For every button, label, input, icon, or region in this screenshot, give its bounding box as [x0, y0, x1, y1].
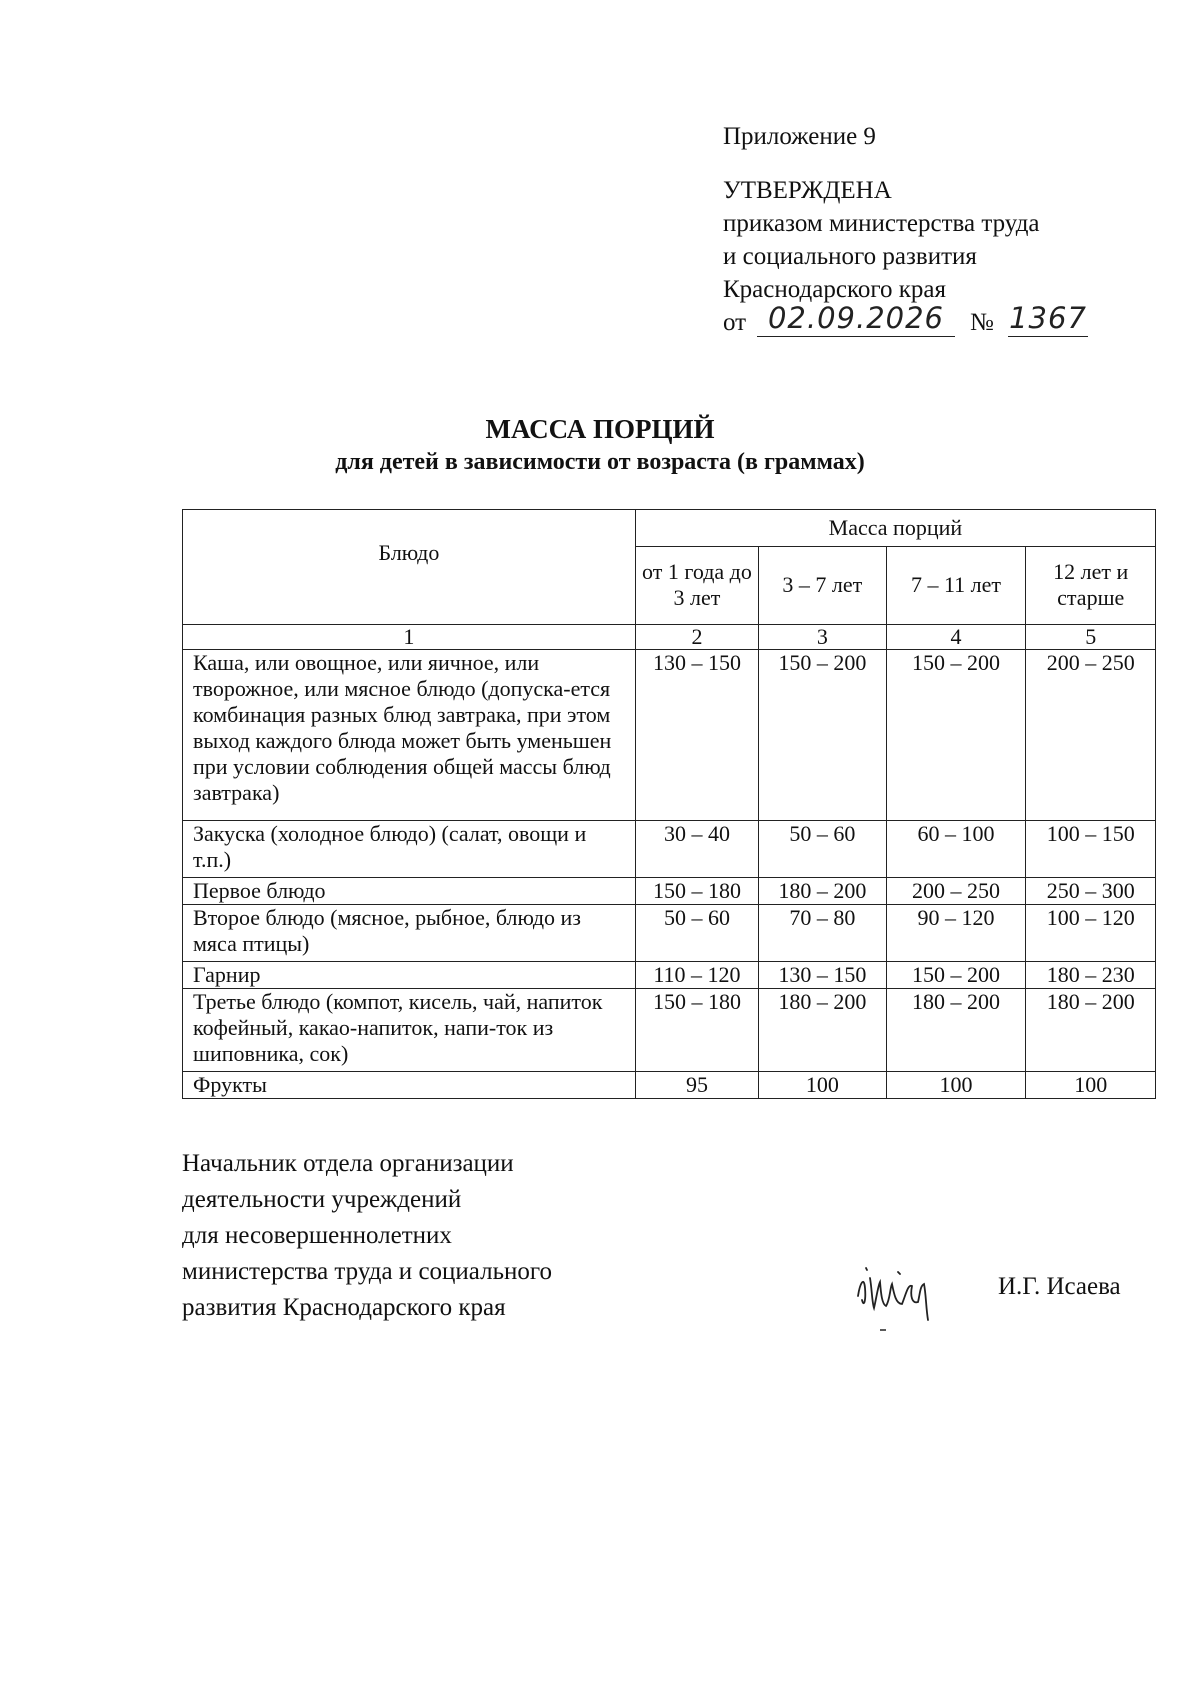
portion-value: 100	[759, 1072, 886, 1099]
approved-label: УТВЕРЖДЕНА	[723, 177, 892, 204]
column-index: 4	[886, 625, 1026, 650]
table-header-row	[183, 510, 1156, 547]
portion-value: 180 – 200	[886, 989, 1026, 1072]
position-line: деятельности учреждений	[182, 1186, 462, 1213]
order-line-3: Краснодарского края	[723, 276, 946, 303]
portion-value: 100	[886, 1072, 1026, 1099]
dish-name: Фрукты	[183, 1072, 636, 1099]
signer-name: И.Г. Исаева	[998, 1273, 1121, 1300]
handwritten-signature	[850, 1238, 960, 1338]
portion-value: 150 – 200	[886, 962, 1026, 989]
portion-value: 50 – 60	[635, 905, 758, 962]
portion-value: 180 – 230	[1026, 962, 1156, 989]
age-column-3-7: 3 – 7 лет	[759, 546, 886, 624]
table-row	[183, 650, 1156, 821]
column-index: 3	[759, 625, 886, 650]
portion-value: 150 – 200	[759, 650, 886, 821]
dish-name: Второе блюдо (мясное, рыбное, блюдо из мяса птицы)	[183, 905, 636, 962]
table-row	[183, 1072, 1156, 1099]
dish-name: Каша, или овощное, или яичное, или творожное, или мясное блюдо (допуска-ется комбинация разных блюд завтрака, при этом выход каждого блюда может быть уменьшен при условии соблюдения общей массы блюд завтрака)	[183, 650, 636, 821]
portion-value: 30 – 40	[635, 821, 758, 878]
column-index: 1	[183, 625, 636, 650]
column-index: 5	[1026, 625, 1156, 650]
document-title: МАССА ПОРЦИЙ	[485, 414, 715, 444]
approval-header	[723, 120, 1143, 339]
dish-name: Закуска (холодное блюдо) (салат, овощи и т.п.)	[183, 821, 636, 878]
position-line: для несовершеннолетних	[182, 1222, 452, 1249]
order-line-1: приказом министерства труда	[723, 210, 1040, 237]
position-line: развития Краснодарского края	[182, 1294, 506, 1321]
portion-value: 100	[1026, 1072, 1156, 1099]
table-row	[183, 905, 1156, 962]
dish-column-header: Блюдо	[183, 510, 636, 625]
portion-value: 90 – 120	[886, 905, 1026, 962]
table-row	[183, 821, 1156, 878]
portion-value: 180 – 200	[1026, 989, 1156, 1072]
order-date-handwritten: 02.09.2026	[757, 300, 955, 337]
appendix-label: Приложение 9	[723, 123, 876, 150]
position-line: министерства труда и социального	[182, 1258, 552, 1285]
portion-value: 130 – 150	[759, 962, 886, 989]
portion-value: 150 – 200	[886, 650, 1026, 821]
dish-name: Третье блюдо (компот, кисель, чай, напиток кофейный, какао-напиток, напи-ток из шиповника, сок)	[183, 989, 636, 1072]
age-column-12-plus: 12 лет и старше	[1026, 546, 1156, 624]
table-row	[183, 878, 1156, 905]
order-number-handwritten: 1367	[1009, 301, 1087, 335]
order-date-prefix: от	[723, 309, 747, 336]
portion-value: 60 – 100	[886, 821, 1026, 878]
position-line: Начальник отдела организации	[182, 1150, 514, 1177]
portion-value: 95	[635, 1072, 758, 1099]
order-number-prefix: №	[970, 309, 994, 336]
age-column-1-3: от 1 года до 3 лет	[635, 546, 758, 624]
portion-value: 180 – 200	[759, 878, 886, 905]
dish-name: Первое блюдо	[183, 878, 636, 905]
portion-value: 100 – 150	[1026, 821, 1156, 878]
portion-value: 100 – 120	[1026, 905, 1156, 962]
portion-value: 200 – 250	[1026, 650, 1156, 821]
portion-value: 70 – 80	[759, 905, 886, 962]
order-date-number	[723, 301, 1143, 339]
age-column-7-11: 7 – 11 лет	[886, 546, 1026, 624]
table-row	[183, 989, 1156, 1072]
portions-table	[182, 509, 1156, 1099]
portion-value: 180 – 200	[759, 989, 886, 1072]
document-subtitle: для детей в зависимости от возраста (в граммах)	[335, 449, 865, 475]
portion-value: 200 – 250	[886, 878, 1026, 905]
table-row	[183, 962, 1156, 989]
portion-value: 110 – 120	[635, 962, 758, 989]
dish-name: Гарнир	[183, 962, 636, 989]
order-line-2: и социального развития	[723, 243, 977, 270]
portion-value: 250 – 300	[1026, 878, 1156, 905]
signatory-position	[182, 1146, 552, 1326]
portion-mass-group-header: Масса порций	[635, 510, 1155, 547]
portion-value: 130 – 150	[635, 650, 758, 821]
portion-value: 150 – 180	[635, 989, 758, 1072]
column-index: 2	[635, 625, 758, 650]
column-index-row	[183, 625, 1156, 650]
portion-value: 150 – 180	[635, 878, 758, 905]
portion-value: 50 – 60	[759, 821, 886, 878]
